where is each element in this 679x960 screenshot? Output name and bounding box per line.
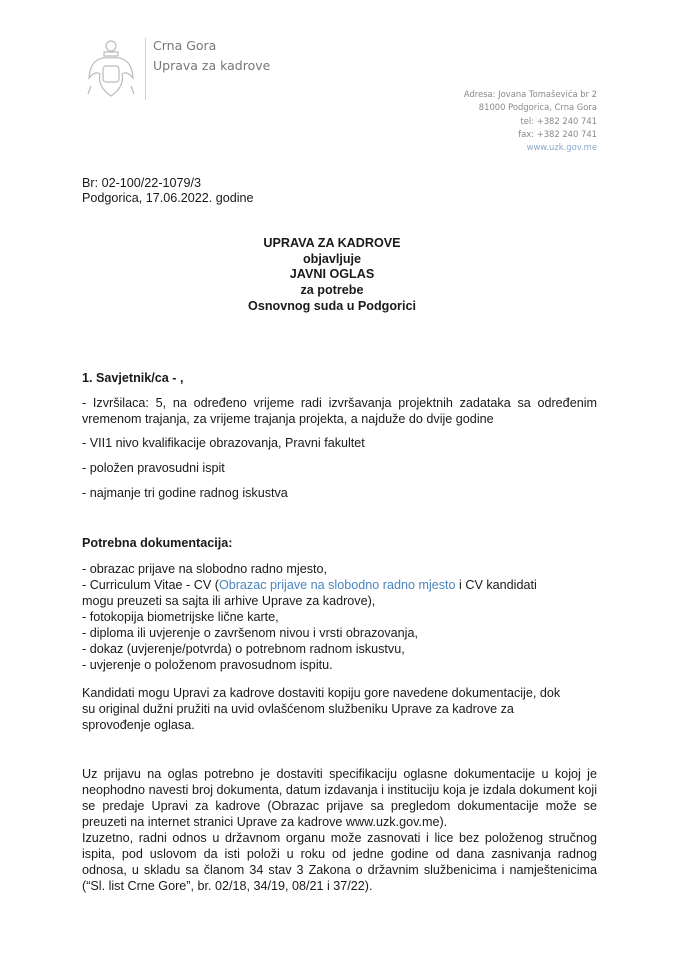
documentation-note: Kandidati mogu Upravi za kadrove dostaviti kopiju gore navedene dokumentacije, dok su original dužni pružiti na uvid ovlašćenom službeniku Uprave za kadrove za sprovođenje oglasa. <box>82 686 561 732</box>
contact-address <box>464 88 597 154</box>
org-country: Crna Gora <box>153 38 217 53</box>
title-line: JAVNI OGLAS <box>289 267 375 282</box>
cv-prefix: - Curriculum Vitae - CV ( <box>82 578 219 592</box>
application-form-link[interactable]: Obrazac prijave na slobodno radno mjesto <box>218 578 456 592</box>
doc-item: - dokaz (uvjerenje/potvrda) o potrebnom radnom iskustvu, <box>82 642 405 656</box>
doc-item: - obrazac prijave na slobodno radno mjesto, <box>82 562 328 576</box>
position-item: - najmanje tri godine radnog iskustva <box>82 486 288 500</box>
doc-item: - diploma ili uvjerenje o završenom nivou i vrsti obrazovanja, <box>82 626 418 640</box>
reference-block <box>82 176 597 206</box>
title-line: za potrebe <box>300 283 364 298</box>
title-line: objavljuje <box>302 251 362 266</box>
title-line: UPRAVA ZA KADROVE <box>263 236 401 250</box>
phone: tel: +382 240 741 <box>520 115 597 126</box>
position-item: - položen pravosudni ispit <box>82 461 225 475</box>
reference-number: Br: 02-100/22-1079/3 <box>82 176 202 190</box>
closing-paragraph: Izuzetno, radni odnos u državnom organu može zasnovati i lice bez položenog stručnog ispita, pod uslovom da isti položi u roku od jedne godine od dana zasnivanja radnog odnosa, u skladu sa članom 34 stav 3 Zakona o državnim službenicima i namještenicima (“Sl. list Crne Gore”, br. 02/18, 34/19, 08/21 i 37/22). <box>82 831 597 893</box>
header-divider <box>145 38 146 100</box>
cv-suffix: i CV kandidati mogu preuzeti sa sajta ili arhive Uprave za kadrove), <box>82 578 537 608</box>
position-item: - Izvršilaca: 5, na određeno vrijeme radi izvršavanja projektnih zadataka sa određenim vremenom trajanja, za vrijeme trajanja projekta, a najduže do dvije godine <box>82 396 597 426</box>
title-line: Osnovnog suda u Podgorici <box>248 298 416 313</box>
reference-date: Podgorica, 17.06.2022. godine <box>82 191 254 205</box>
fax: fax: +382 240 741 <box>518 128 597 139</box>
doc-item: - uvjerenje o položenom pravosudnom ispitu. <box>82 658 333 672</box>
documentation-heading: Potrebna dokumentacija: <box>82 536 233 550</box>
coat-of-arms-logo <box>86 38 136 100</box>
doc-item: - fotokopija biometrijske lične karte, <box>82 610 279 624</box>
doc-item-cv <box>82 577 562 609</box>
address-line: 81000 Podgorica, Crna Gora <box>478 102 597 113</box>
closing-paragraph: Uz prijavu na oglas potrebno je dostaviti specifikaciju oglasne dokumentacije u kojoj je neophodno navesti broj dokumenta, datum izdavanja i instituciju koja je izdala dokument koji se predaje Upravi za kadrove (Obrazac prijave sa pregledom dokumentacije može se preuzeti na internet stranici Uprave za kadrove www.uzk.gov.me). <box>82 767 597 829</box>
address-line: Adresa: Jovana Tomaševića br 2 <box>463 89 597 99</box>
document-title <box>82 236 582 315</box>
position-heading: 1. Savjetnik/ca - , <box>82 371 184 385</box>
documentation-list <box>82 561 562 673</box>
website-link[interactable]: www.uzk.gov.me <box>526 142 597 153</box>
position-item: - VII1 nivo kvalifikacije obrazovanja, Pravni fakultet <box>82 436 365 450</box>
org-name: Uprava za kadrove <box>153 58 271 73</box>
